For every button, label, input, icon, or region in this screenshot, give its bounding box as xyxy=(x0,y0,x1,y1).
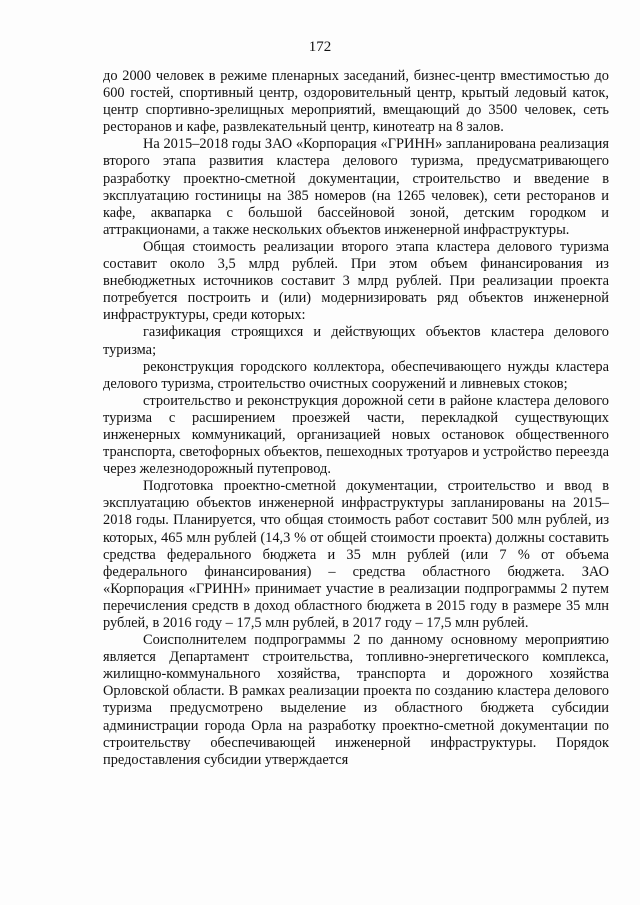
body-text xyxy=(103,68,609,769)
paragraph-continuation: до 2000 человек в режиме пленарных заседаний, бизнес-центр вместимостью до 600 гостей, спортивный центр, оздоровительный центр, крытый ледовый каток, центр спортивно-зрелищных мероприятий, вмещающий до 3500 человек, сеть ресторанов и кафе, развлекательный центр, кинотеатр на 8 залов. xyxy=(103,68,609,136)
paragraph-second-stage: На 2015–2018 годы ЗАО «Корпорация «ГРИНН» запланирована реализация второго этапа развития кластера делового туризма, предусматривающего разработку проектно-сметной документации, строительство и введение в эксплуатацию гостиницы на 385 номеров (на 1265 человек), сети ресторанов и кафе, аквапарка с большой бассейновой зоной, детским городком и аттракционами, а также нескольких объектов инженерной инфраструктуры. xyxy=(103,136,609,238)
list-item-collector: реконструкция городского коллектора, обеспечивающего нужды кластера делового туризма, строительство очистных сооружений и ливневых стоков; xyxy=(103,358,609,392)
paragraph-preparation: Подготовка проектно-сметной документации, строительство и ввод в эксплуатацию объектов инженерной инфраструктуры запланированы на 2015–2018 годы. Планируется, что общая стоимость работ составит 500 млн рублей, из которых, 465 млн рублей (14,3 % от общей стоимости проекта) должны составить средства федерального бюджета и 35 млн рублей (или 7 % от объема федерального финансирования) – средства областного бюджета. ЗАО «Корпорация «ГРИНН» принимает участие в реализации подпрограммы 2 путем перечисления средств в доход областного бюджета в 2015 году в размере 35 млн рублей, в 2016 году – 17,5 млн рублей, в 2017 году – 17,5 млн рублей. xyxy=(103,478,609,631)
list-item-road-network: строительство и реконструкция дорожной сети в районе кластера делового туризма с расширением проезжей части, перекладкой существующих инженерных коммуникаций, организацией новых остановок общественного транспорта, светофорных объектов, пешеходных тротуаров и устройство переезда через железнодорожный путепровод. xyxy=(103,392,609,478)
paragraph-total-cost: Общая стоимость реализации второго этапа кластера делового туризма составит около 3,5 млрд рублей. При этом объем финансирования из внебюджетных источников составит 3 млрд рублей. При реализации проекта потребуется построить и (или) модернизировать ряд объектов инженерной инфраструктуры, среди которых: xyxy=(103,238,609,324)
list-item-gasification: газификация строящихся и действующих объектов кластера делового туризма; xyxy=(103,324,609,358)
paragraph-co-executor: Соисполнителем подпрограммы 2 по данному основному мероприятию является Департамент строительства, топливно-энергетического комплекса, жилищно-коммунального хозяйства, транспорта и дорожного хозяйства Орловской области. В рамках реализации проекта по созданию кластера делового туризма предусмотрено выделение из областного бюджета субсидии администрации города Орла на разработку проектно-сметной документации по строительству обеспечивающей инженерной инфраструктуры. Порядок предоставления субсидии утверждается xyxy=(103,632,609,768)
page-number: 172 xyxy=(308,39,332,55)
